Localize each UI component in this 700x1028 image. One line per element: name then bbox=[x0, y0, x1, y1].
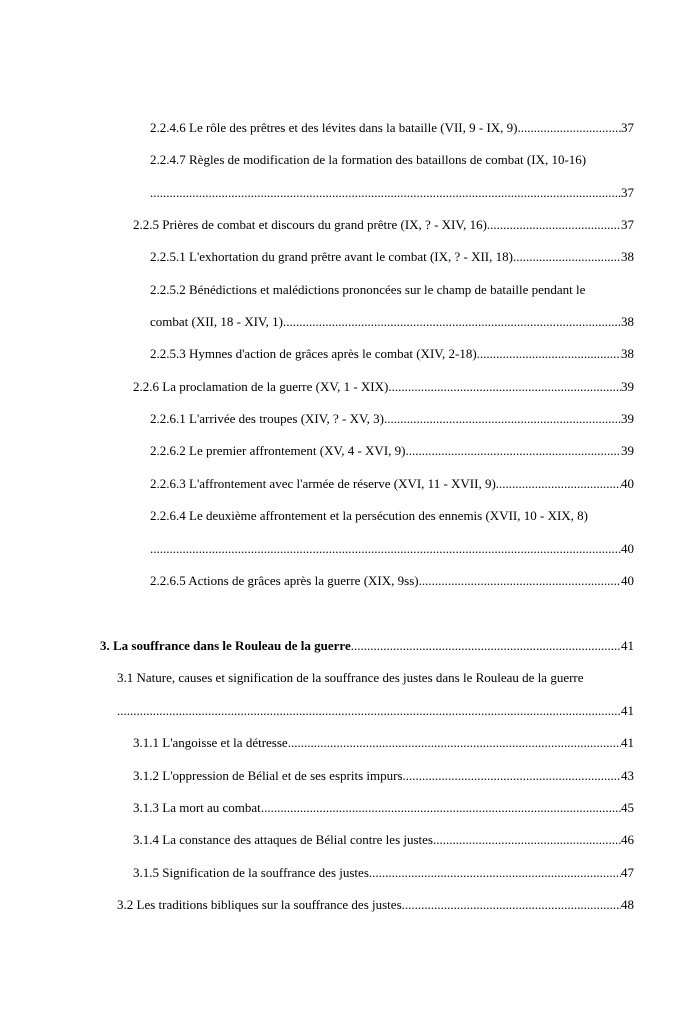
toc-entry-page: 39 bbox=[621, 443, 634, 458]
toc-entry-title: 2.2.5 Prières de combat et discours du grand prêtre (IX, ? - XIV, 16) bbox=[133, 217, 487, 232]
toc-entry-title: 2.2.6.1 L'arrivée des troupes (XIV, ? - XV, 3) bbox=[150, 411, 384, 426]
toc-entry-page: 39 bbox=[621, 411, 634, 426]
toc-leader-dots bbox=[388, 377, 621, 397]
toc-leader-dots bbox=[384, 409, 621, 429]
toc-entry-page: 46 bbox=[621, 832, 634, 847]
toc-entry-2-2-6-2[interactable] bbox=[150, 441, 634, 461]
toc-leader-dots bbox=[496, 474, 621, 494]
toc-entry-2-2-6-3[interactable] bbox=[150, 474, 634, 494]
toc-entry-page: 37 bbox=[621, 120, 634, 135]
toc-entry-2-2-5-3[interactable] bbox=[150, 344, 634, 364]
toc-entry-2-2-6-5[interactable] bbox=[150, 571, 634, 591]
toc-entry-title: 3.1.1 L'angoisse et la détresse bbox=[133, 735, 288, 750]
toc-entry-page: 39 bbox=[621, 379, 634, 394]
toc-leader-dots bbox=[288, 733, 621, 753]
toc-entry-3-1-continued[interactable] bbox=[117, 701, 634, 721]
toc-leader-dots bbox=[513, 247, 621, 267]
toc-entry-page: 45 bbox=[621, 800, 634, 815]
toc-leader-dots bbox=[150, 183, 621, 203]
toc-entry-title: 2.2.4.6 Le rôle des prêtres et des lévites dans la bataille (VII, 9 - IX, 9) bbox=[150, 120, 518, 135]
toc-entry-title: 2.2.5.2 Bénédictions et malédictions prononcées sur le champ de bataille pendant le bbox=[150, 282, 586, 297]
toc-entry-3-1-3[interactable] bbox=[133, 798, 634, 818]
toc-leader-dots bbox=[402, 895, 621, 915]
toc-entry-page: 43 bbox=[621, 768, 634, 783]
toc-entry-2-2-5-2[interactable] bbox=[150, 280, 585, 300]
toc-entry-title: 2.2.6 La proclamation de la guerre (XV, 1 - XIX) bbox=[133, 379, 389, 394]
toc-entry-page: 41 bbox=[621, 735, 634, 750]
toc-entry-title: 3.1.5 Signification de la souffrance des justes bbox=[133, 865, 369, 880]
toc-entry-title: 3.1 Nature, causes et signification de la souffrance des justes dans le Rouleau de la guerre bbox=[117, 670, 584, 685]
toc-entry-2-2-6-1[interactable] bbox=[150, 409, 634, 429]
toc-entry-title: 2.2.5.1 L'exhortation du grand prêtre avant le combat (IX, ? - XII, 18) bbox=[150, 249, 513, 264]
toc-entry-page: 38 bbox=[621, 249, 634, 264]
toc-entry-2-2-4-7-continued[interactable] bbox=[150, 183, 634, 203]
toc-entry-page: 40 bbox=[621, 476, 634, 491]
toc-chapter-title: 3. La souffrance dans le Rouleau de la guerre bbox=[100, 638, 351, 653]
toc-entry-page: 37 bbox=[621, 217, 634, 232]
toc-entry-page: 38 bbox=[621, 346, 634, 361]
toc-entry-3-1-5[interactable] bbox=[133, 863, 634, 883]
toc-leader-dots bbox=[117, 701, 621, 721]
toc-entry-2-2-5-1[interactable] bbox=[150, 247, 634, 267]
toc-entry-title: 2.2.6.5 Actions de grâces après la guerre (XIX, 9ss) bbox=[150, 573, 419, 588]
toc-entry-title: 3.1.2 L'oppression de Bélial et de ses esprits impurs bbox=[133, 768, 403, 783]
toc-entry-3-1-4[interactable] bbox=[133, 830, 634, 850]
toc-entry-3[interactable] bbox=[100, 636, 634, 656]
toc-leader-dots bbox=[351, 636, 621, 656]
toc-leader-dots bbox=[419, 571, 621, 591]
toc-entry-page: 40 bbox=[621, 541, 634, 556]
toc-leader-dots bbox=[283, 312, 621, 332]
toc-entry-2-2-6-4[interactable] bbox=[150, 506, 588, 526]
toc-leader-dots bbox=[150, 539, 621, 559]
toc-entry-title: 3.1.3 La mort au combat bbox=[133, 800, 261, 815]
toc-entry-3-1-2[interactable] bbox=[133, 766, 634, 786]
toc-leader-dots bbox=[433, 830, 621, 850]
toc-entry-2-2-5[interactable] bbox=[133, 215, 634, 235]
toc-entry-3-1[interactable] bbox=[117, 668, 584, 688]
toc-entry-2-2-5-2-continued[interactable] bbox=[150, 312, 634, 332]
toc-entry-title: 3.2 Les traditions bibliques sur la souffrance des justes bbox=[117, 897, 402, 912]
toc-entry-page: 47 bbox=[621, 865, 634, 880]
toc-leader-dots bbox=[403, 766, 621, 786]
toc-entry-2-2-4-6[interactable] bbox=[150, 118, 634, 138]
toc-entry-title: 2.2.6.4 Le deuxième affrontement et la persécution des ennemis (XVII, 10 - XIX, 8) bbox=[150, 508, 589, 523]
toc-entry-page: 48 bbox=[621, 897, 634, 912]
toc-entry-3-2[interactable] bbox=[117, 895, 634, 915]
toc-leader-dots bbox=[487, 215, 621, 235]
toc-leader-dots bbox=[369, 863, 621, 883]
toc-leader-dots bbox=[477, 344, 621, 364]
toc-leader-dots bbox=[261, 798, 621, 818]
toc-entry-2-2-6[interactable] bbox=[133, 377, 634, 397]
toc-leader-dots bbox=[518, 118, 622, 138]
toc-entry-title: 2.2.6.2 Le premier affrontement (XV, 4 - XVI, 9) bbox=[150, 443, 406, 458]
toc-entry-2-2-4-7[interactable] bbox=[150, 150, 586, 170]
toc-entry-page: 37 bbox=[621, 185, 634, 200]
toc-entry-title: 3.1.4 La constance des attaques de Bélial contre les justes bbox=[133, 832, 433, 847]
toc-entry-title: 2.2.5.3 Hymnes d'action de grâces après le combat (XIV, 2-18) bbox=[150, 346, 477, 361]
toc-entry-3-1-1[interactable] bbox=[133, 733, 634, 753]
toc-entry-title: 2.2.4.7 Règles de modification de la formation des bataillons de combat (IX, 10-16) bbox=[150, 152, 587, 167]
toc-entry-page: 41 bbox=[621, 703, 634, 718]
toc-entry-page: 41 bbox=[621, 638, 634, 653]
toc-entry-page: 40 bbox=[621, 573, 634, 588]
toc-entry-page: 38 bbox=[621, 314, 634, 329]
toc-entry-title: 2.2.6.3 L'affrontement avec l'armée de réserve (XVI, 11 - XVII, 9) bbox=[150, 476, 496, 491]
toc-entry-title: combat (XII, 18 - XIV, 1) bbox=[150, 314, 283, 329]
toc-leader-dots bbox=[405, 441, 621, 461]
toc-entry-2-2-6-4-continued[interactable] bbox=[150, 539, 634, 559]
